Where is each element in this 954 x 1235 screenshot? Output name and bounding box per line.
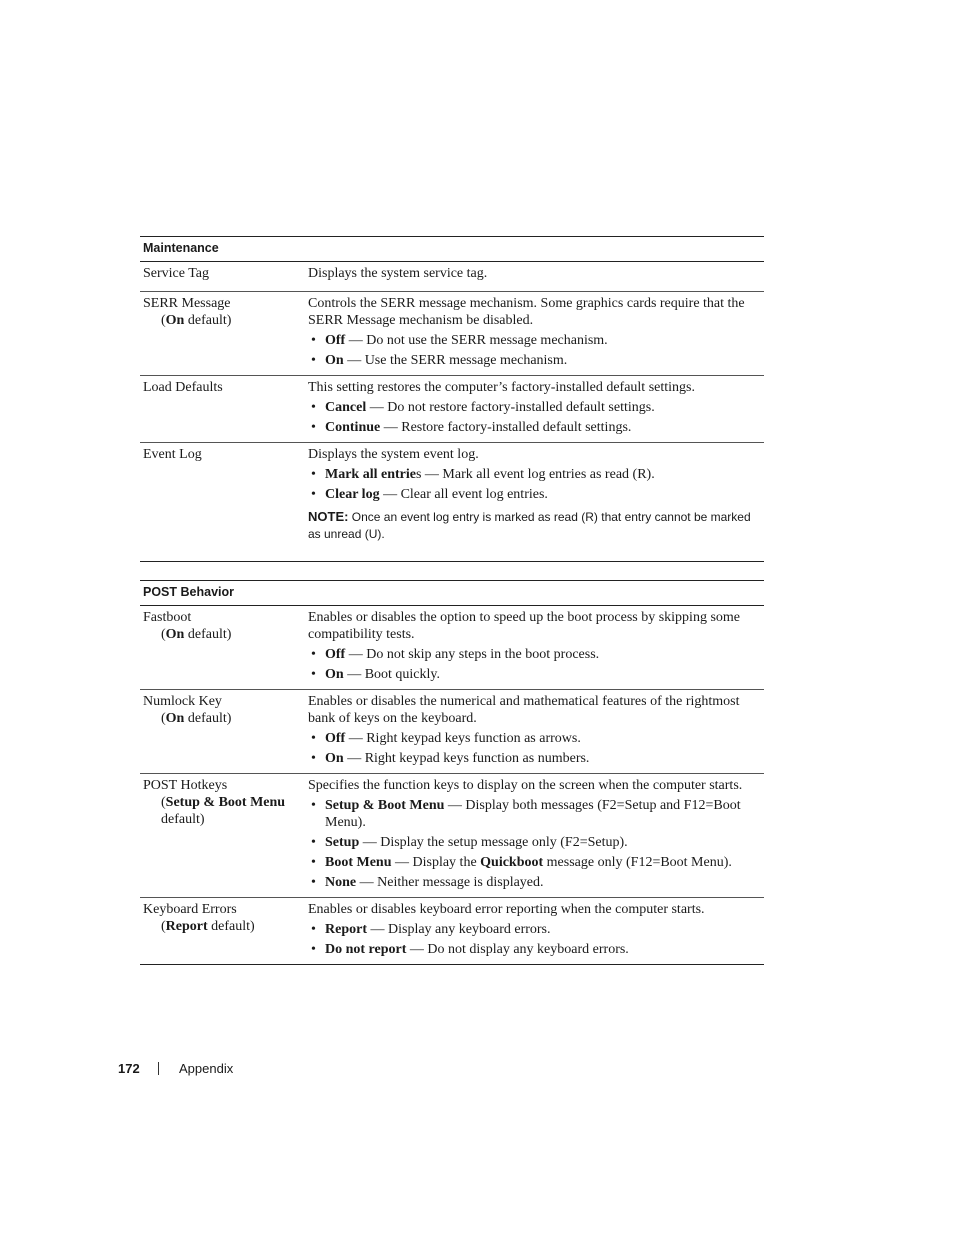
option-name: Keyboard Errors	[143, 902, 237, 917]
table-row	[140, 898, 764, 965]
table-row	[140, 774, 764, 898]
section-header-maintenance: Maintenance	[140, 236, 764, 262]
list-item: • Off — Right keypad keys function as arrows.	[311, 731, 581, 746]
option-default: (Report default)	[161, 919, 255, 934]
bios-settings-table	[140, 236, 764, 965]
table-row	[140, 690, 764, 774]
option-default: (On default)	[161, 627, 232, 642]
table-row	[140, 376, 764, 443]
list-item: • Continue — Restore factory-installed default settings.	[311, 420, 632, 435]
option-desc: Displays the system event log.	[308, 447, 479, 462]
list-item: • On — Use the SERR message mechanism.	[311, 353, 568, 368]
list-item: • Mark all entries — Mark all event log entries as read (R).	[311, 467, 655, 482]
list-item: • Do not report — Do not display any keyboard errors.	[311, 942, 629, 957]
option-default: (On default)	[161, 313, 232, 328]
list-item: • Boot Menu — Display the Quickboot message only (F12=Boot Menu).	[311, 855, 732, 870]
option-desc: Enables or disables the option to speed up the boot process by skipping some compatibility tests.	[308, 610, 740, 642]
note: NOTE: Once an event log entry is marked as read (R) that entry cannot be marked as unread (U).	[308, 509, 751, 541]
option-desc: Enables or disables keyboard error reporting when the computer starts.	[308, 902, 705, 917]
option-default: (On default)	[161, 711, 232, 726]
list-item: • On — Right keypad keys function as numbers.	[311, 751, 590, 766]
option-desc: Displays the system service tag.	[308, 266, 488, 281]
option-default: (Setup & Boot Menu default)	[161, 795, 286, 827]
page-footer	[118, 1061, 233, 1076]
section-header-post-behavior: POST Behavior	[140, 580, 764, 606]
table-row	[140, 262, 764, 292]
option-desc: Controls the SERR message mechanism. Some graphics cards require that the SERR Message mechanism be disabled.	[308, 296, 745, 328]
list-item: • Off — Do not use the SERR message mechanism.	[311, 333, 608, 348]
page-number: 172	[118, 1061, 140, 1076]
option-name: Fastboot	[143, 610, 192, 625]
footer-divider	[158, 1062, 159, 1075]
option-name: POST Hotkeys	[143, 778, 228, 793]
list-item: • Setup — Display the setup message only (F2=Setup).	[311, 835, 628, 850]
list-item: • Off — Do not skip any steps in the boot process.	[311, 647, 600, 662]
table-row	[140, 292, 764, 376]
table-row	[140, 443, 764, 562]
list-item: • On — Boot quickly.	[311, 667, 440, 682]
option-desc: Specifies the function keys to display on the screen when the computer starts.	[308, 778, 743, 793]
option-name: SERR Message	[143, 296, 231, 311]
list-item: • None — Neither message is displayed.	[311, 875, 544, 890]
option-desc: Enables or disables the numerical and mathematical features of the rightmost bank of keys on the keyboard.	[308, 694, 740, 726]
table-row	[140, 606, 764, 690]
list-item: • Report — Display any keyboard errors.	[311, 922, 551, 937]
option-name: Load Defaults	[143, 380, 223, 395]
list-item: • Cancel — Do not restore factory-installed default settings.	[311, 400, 655, 415]
option-name: Event Log	[143, 447, 202, 462]
option-desc: This setting restores the computer’s factory-installed default settings.	[308, 380, 695, 395]
list-item: • Setup & Boot Menu — Display both messages (F2=Setup and F12=Boot Menu).	[311, 798, 741, 830]
footer-section: Appendix	[179, 1061, 234, 1076]
list-item: • Clear log — Clear all event log entries.	[311, 487, 548, 502]
option-name: Numlock Key	[143, 694, 222, 709]
option-name: Service Tag	[143, 266, 210, 281]
